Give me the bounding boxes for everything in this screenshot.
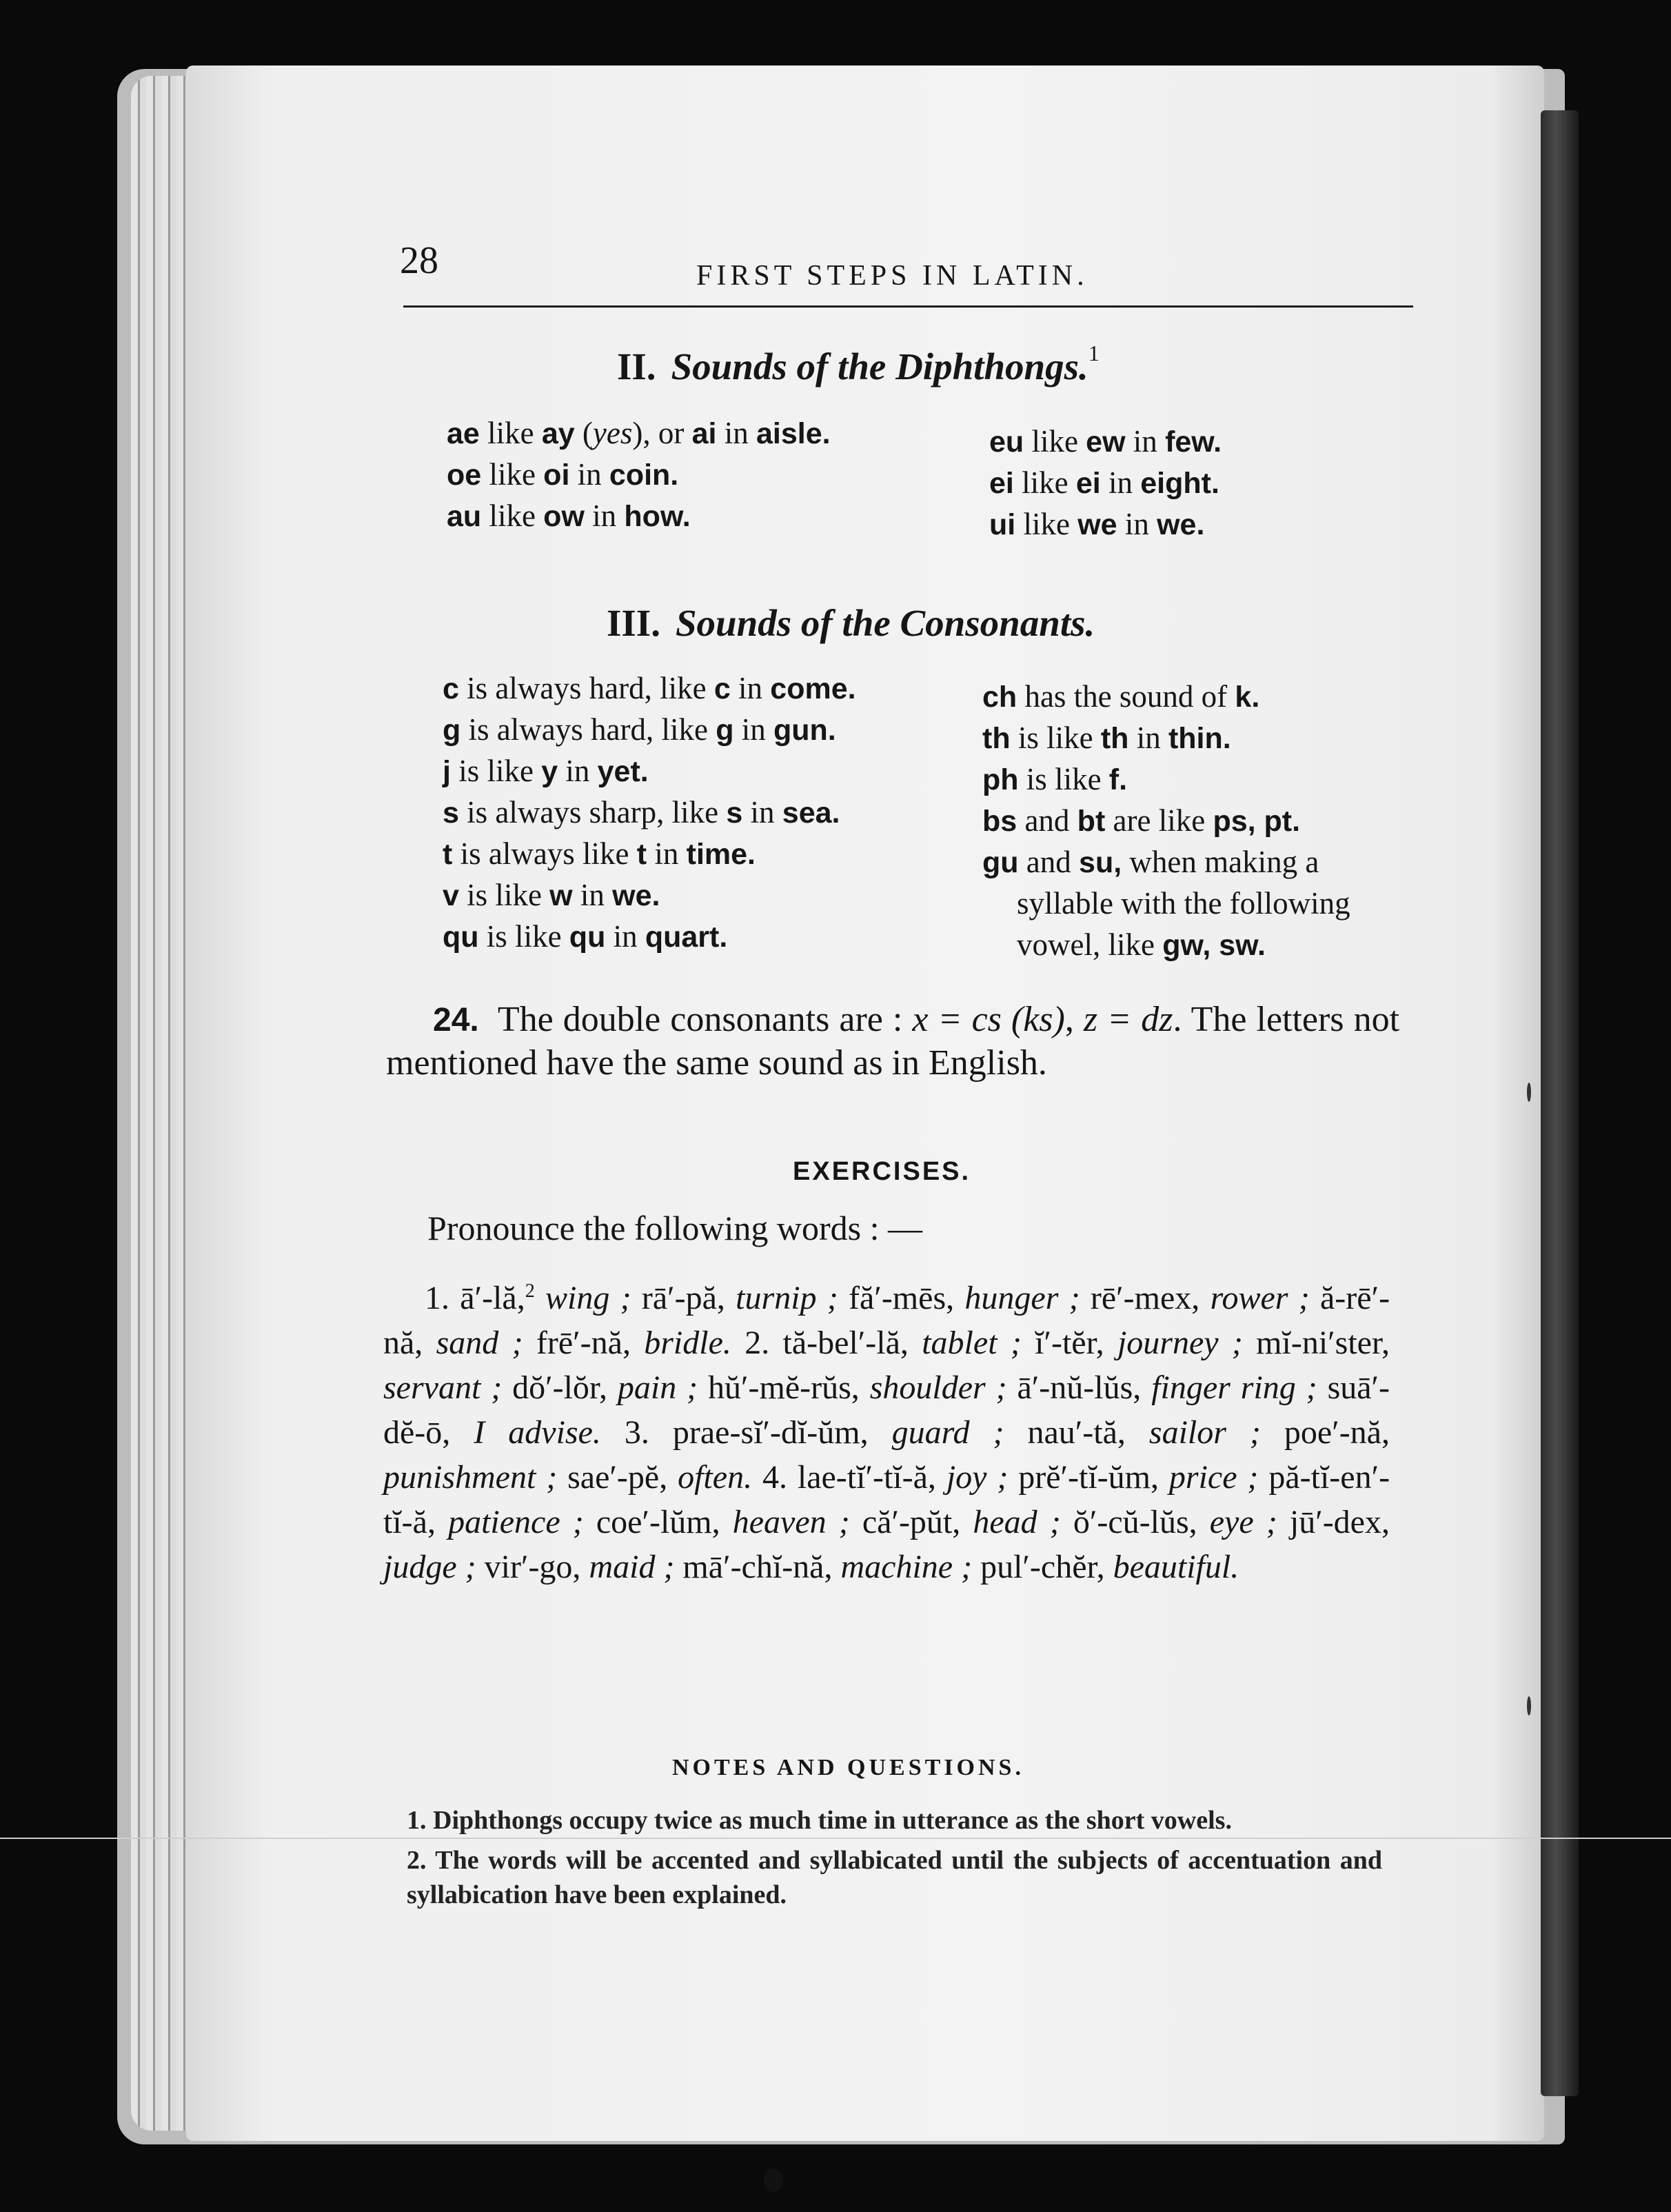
gloss: servant ;	[383, 1369, 513, 1406]
list-item: oe like oi in coin.	[447, 457, 679, 492]
exercises-word-list	[383, 1269, 1390, 1589]
gloss: rower ;	[1210, 1280, 1320, 1316]
list-item: qu is like qu in quart.	[443, 919, 728, 954]
list-item: bs and bt are like ps, pt.	[982, 803, 1301, 838]
list-item: ei like ei in eight.	[989, 465, 1219, 500]
latin-word: rā′-pă,	[641, 1280, 736, 1316]
gloss: wing ;	[534, 1280, 642, 1316]
latin-word: ĭ′-tĕr,	[1035, 1325, 1117, 1361]
gloss: tablet ;	[922, 1325, 1035, 1361]
consonants-heading	[607, 601, 1095, 645]
list-item: syllable with the following	[1017, 886, 1350, 921]
gloss: pain ;	[617, 1369, 709, 1406]
latin-word: jū′-dex,	[1289, 1504, 1390, 1540]
list-item: ch has the sound of k.	[982, 679, 1260, 714]
latin-word: mĭ-ni′ster,	[1256, 1325, 1390, 1361]
list-item: eu like ew in few.	[989, 424, 1222, 459]
dust-speck	[764, 2169, 783, 2192]
latin-word: hŭ′-mĕ-rŭs,	[708, 1369, 870, 1406]
list-item: v is like w in we.	[443, 878, 660, 912]
latin-word: vir′-go,	[484, 1549, 589, 1585]
list-item: ae like ay (yes), or ai in aisle.	[447, 416, 831, 450]
latin-word: dŏ′-lŏr,	[512, 1369, 618, 1406]
diphthongs-left-list	[447, 412, 831, 536]
latin-word: nau′-tă,	[1027, 1414, 1149, 1451]
footnote-ref: 2	[525, 1280, 535, 1302]
latin-word: coe′-lŭm,	[596, 1504, 733, 1540]
latin-word: că′-pŭt,	[862, 1504, 973, 1540]
dust-speck	[1527, 1083, 1531, 1102]
gloss: price ;	[1168, 1459, 1269, 1496]
latin-word: mā′-chĭ-nă,	[682, 1549, 841, 1585]
dust-speck	[1527, 1696, 1531, 1716]
gloss: patience ;	[448, 1504, 596, 1540]
gloss: head ;	[973, 1504, 1073, 1540]
section-number: III.	[607, 602, 660, 644]
page-header	[400, 228, 1406, 310]
list-item: ui like we in we.	[989, 507, 1205, 541]
gloss: finger ring ;	[1151, 1369, 1328, 1406]
latin-word: ă-rē′-nă,	[383, 1280, 1390, 1361]
latin-word: 2. tă-bel′-lă,	[745, 1325, 922, 1361]
gloss: shoulder ;	[869, 1369, 1017, 1406]
list-item: au like ow in how.	[447, 499, 691, 533]
latin-word: sae′-pĕ,	[567, 1459, 678, 1496]
gloss: judge ;	[383, 1549, 485, 1585]
latin-word: fă′-mēs,	[849, 1280, 965, 1316]
notes-list	[369, 1803, 1382, 1918]
header-rule	[403, 305, 1413, 308]
list-item: s is always sharp, like s in sea.	[443, 795, 840, 830]
gloss: journey ;	[1117, 1325, 1257, 1361]
footnote-ref: 1	[1088, 341, 1100, 365]
consonants-left-list	[443, 667, 856, 957]
page-number: 28	[400, 239, 438, 282]
gloss: sailor ;	[1148, 1414, 1284, 1451]
gloss: beautiful.	[1113, 1549, 1239, 1585]
gloss: eye ;	[1209, 1504, 1290, 1540]
gloss: hunger ;	[964, 1280, 1091, 1316]
gloss: heaven ;	[732, 1504, 862, 1540]
exercises-heading: EXERCISES.	[793, 1157, 971, 1186]
note-item: 2. The words will be accented and syllabicated until the subjects of accentuation and syllabication have been explained.	[407, 1846, 1382, 1909]
latin-word: frē′-nă,	[536, 1325, 645, 1361]
latin-word: pul′-chĕr,	[980, 1549, 1113, 1585]
section-title: Sounds of the Diphthongs.	[671, 345, 1088, 388]
list-item: t is always like t in time.	[443, 836, 756, 871]
latin-word: 1. ā′-lă,	[425, 1280, 525, 1316]
gloss: often.	[678, 1459, 762, 1496]
list-item: g is always hard, like g in gun.	[443, 712, 836, 747]
notes-heading: NOTES AND QUESTIONS.	[672, 1755, 1024, 1780]
gloss: turnip ;	[736, 1280, 849, 1316]
latin-word: ā′-nŭ-lŭs,	[1017, 1369, 1152, 1406]
latin-word: poe′-nă,	[1284, 1414, 1390, 1451]
latin-word: pă-tĭ-en′-tĭ-ă,	[383, 1459, 1390, 1540]
section-24-paragraph: 24. The double consonants are : x = cs (ks), z = dz. The letters not mentioned have the same sound as in English.	[386, 1000, 1400, 1083]
list-item: ph is like f.	[982, 762, 1128, 796]
gloss: I advise.	[474, 1414, 625, 1451]
note-item: 1. Diphthongs occupy twice as much time in utterance as the short vowels.	[407, 1806, 1232, 1835]
diphthongs-right-list	[989, 421, 1222, 545]
latin-word: 3. prae-sĭ′-dĭ-ŭm,	[624, 1414, 892, 1451]
latin-word: suā′-dĕ-ō,	[383, 1369, 1390, 1451]
latin-word: rē′-mex,	[1090, 1280, 1211, 1316]
gloss: maid ;	[589, 1549, 683, 1585]
latin-word: ŏ′-cŭ-lŭs,	[1073, 1504, 1210, 1540]
latin-word: 4. lae-tĭ′-tĭ-ă,	[762, 1459, 946, 1496]
gloss: sand ;	[436, 1325, 536, 1361]
diphthongs-heading	[617, 341, 1100, 388]
gloss: punishment ;	[383, 1459, 568, 1496]
latin-word: prĕ′-tĭ-ŭm,	[1018, 1459, 1169, 1496]
book-binding	[1541, 110, 1579, 2096]
section-title: Sounds of the Consonants.	[675, 602, 1095, 644]
section-number: 24.	[433, 1002, 479, 1038]
running-head: FIRST STEPS IN LATIN.	[696, 260, 1088, 292]
gloss: joy ;	[946, 1459, 1019, 1496]
gloss: bridle.	[644, 1325, 745, 1361]
gloss: machine ;	[840, 1549, 981, 1585]
page-edges	[131, 76, 193, 2131]
list-item: j is like y in yet.	[443, 754, 649, 788]
list-item: gu and su, when making a	[982, 845, 1319, 879]
gloss: guard ;	[891, 1414, 1028, 1451]
exercises-intro: Pronounce the following words : —	[427, 1209, 922, 1247]
section-number: II.	[617, 345, 656, 388]
list-item: c is always hard, like c in come.	[443, 671, 856, 705]
list-item: th is like th in thin.	[982, 721, 1231, 755]
consonants-right-list	[982, 676, 1350, 965]
list-item: vowel, like gw, sw.	[1017, 927, 1266, 962]
